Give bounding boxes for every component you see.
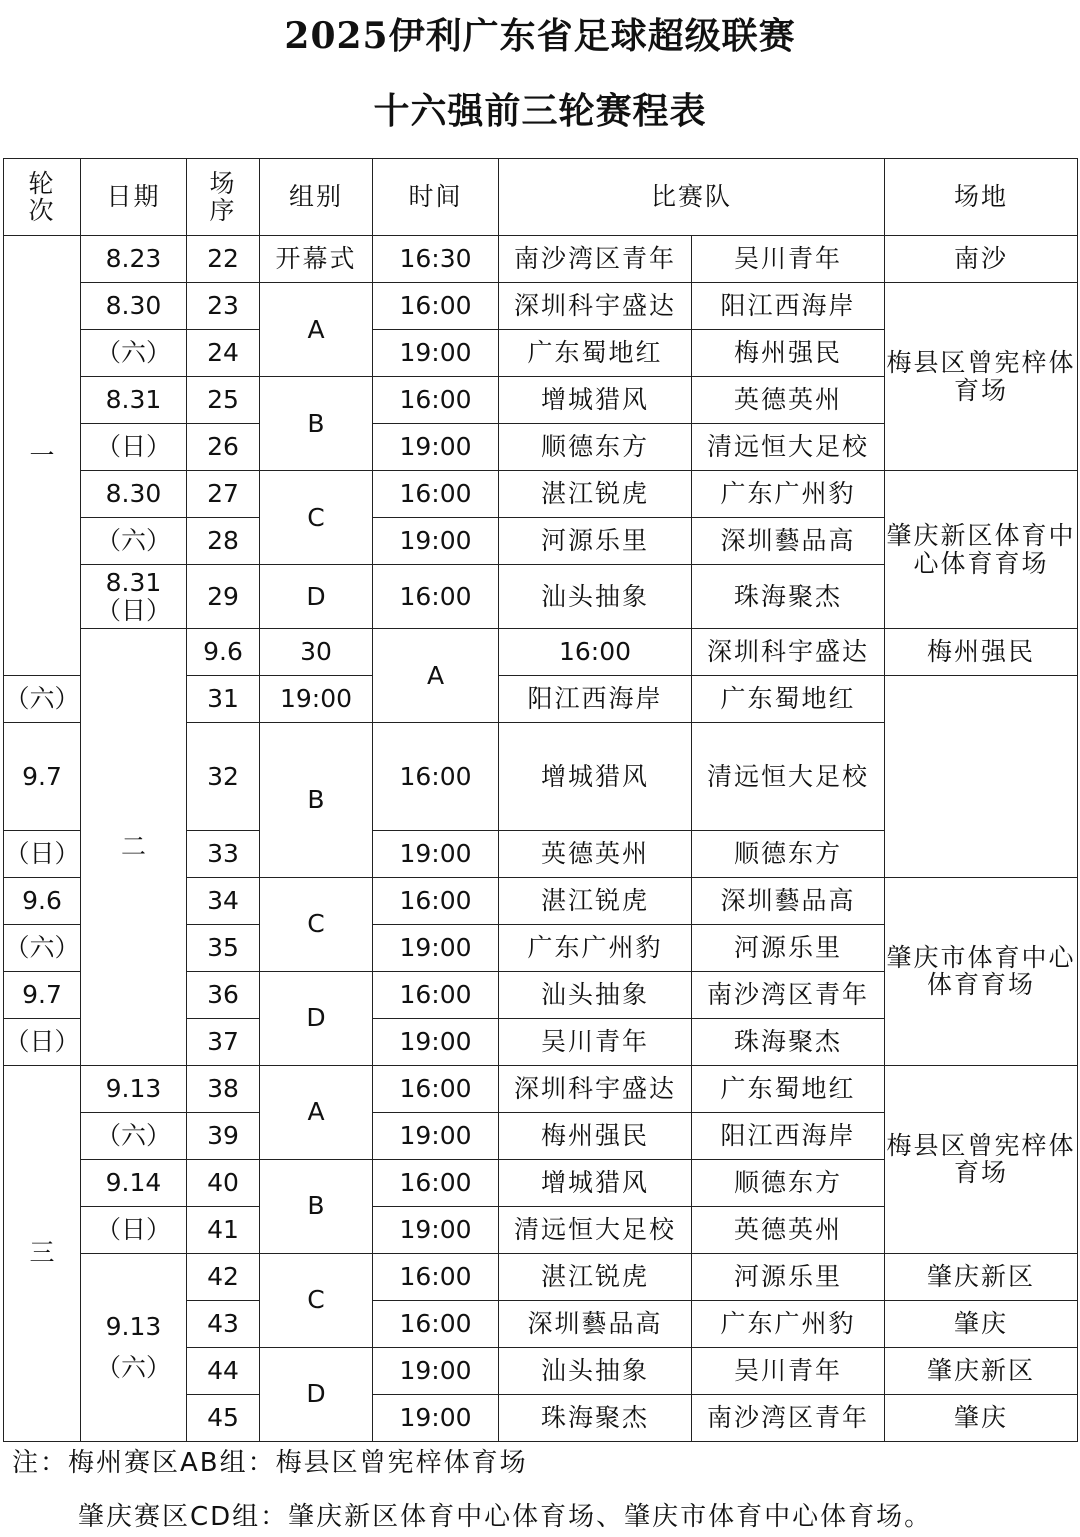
match-no: 41 xyxy=(187,1206,260,1253)
venue-cell: 梅县区曾宪梓体育场 xyxy=(885,283,1078,471)
venue-cell: 肇庆 xyxy=(885,1394,1078,1441)
home-team: 清远恒大足校 xyxy=(499,1206,692,1253)
time-cell: 16:30 xyxy=(373,236,499,283)
date-cell: 9.7 xyxy=(4,971,81,1018)
group-cell: A xyxy=(260,283,373,377)
time-cell: 19:00 xyxy=(373,924,499,971)
venue-cell: 肇庆新区 xyxy=(885,1253,1078,1300)
note-line-2: 肇庆赛区CD组：肇庆新区体育中心体育场、肇庆市体育中心体育场。 xyxy=(78,1502,933,1532)
table-row xyxy=(4,1253,1078,1300)
home-team: 顺德东方 xyxy=(499,424,692,471)
time-cell: 16:00 xyxy=(373,283,499,330)
away-team: 深圳藝品高 xyxy=(692,877,885,924)
away-team: 南沙湾区青年 xyxy=(692,971,885,1018)
time-cell: 19:00 xyxy=(373,1112,499,1159)
header-round: 轮 次 xyxy=(4,159,81,236)
time-cell: 19:00 xyxy=(373,830,499,877)
group-cell: D xyxy=(260,1347,373,1441)
home-team: 英德英州 xyxy=(499,830,692,877)
home-team: 广东蜀地红 xyxy=(499,330,692,377)
time-cell: 19:00 xyxy=(373,1206,499,1253)
match-no: 22 xyxy=(187,236,260,283)
table-row xyxy=(4,471,1078,518)
group-cell: D xyxy=(260,565,373,629)
home-team: 汕头抽象 xyxy=(499,1347,692,1394)
date-cell: 8.31 xyxy=(81,377,187,424)
table-row xyxy=(4,1065,1078,1112)
time-cell: 19:00 xyxy=(373,1347,499,1394)
away-team: 珠海聚杰 xyxy=(692,1018,885,1065)
away-team: 阳江西海岸 xyxy=(692,283,885,330)
header-time: 时间 xyxy=(373,159,499,236)
away-team: 吴川青年 xyxy=(692,236,885,283)
table-row xyxy=(4,283,1078,330)
match-no: 40 xyxy=(187,1159,260,1206)
home-team: 湛江锐虎 xyxy=(499,471,692,518)
venue-cell: 肇庆新区体育中心体育育场 xyxy=(885,471,1078,629)
match-no: 29 xyxy=(187,565,260,629)
match-no: 33 xyxy=(187,830,260,877)
document-subtitle: 十六强前三轮赛程表 xyxy=(373,90,707,132)
venue-cell: 梅县区曾宪梓体育场 xyxy=(885,1065,1078,1253)
away-team: 英德英州 xyxy=(692,377,885,424)
header-group: 组别 xyxy=(260,159,373,236)
match-no: 36 xyxy=(187,971,260,1018)
match-no: 42 xyxy=(187,1253,260,1300)
match-no: 32 xyxy=(187,723,260,831)
home-team: 河源乐里 xyxy=(499,518,692,565)
home-team: 深圳科宇盛达 xyxy=(499,283,692,330)
time-cell: 19:00 xyxy=(373,518,499,565)
away-team: 顺德东方 xyxy=(692,830,885,877)
venue-cell: 肇庆 xyxy=(885,1300,1078,1347)
time-cell: 19:00 xyxy=(260,676,373,723)
group-cell: D xyxy=(260,971,373,1065)
away-team: 顺德东方 xyxy=(692,1159,885,1206)
time-cell: 16:00 xyxy=(373,1159,499,1206)
venue-cell: 南沙 xyxy=(885,236,1078,283)
group-cell: C xyxy=(260,877,373,971)
group-cell: A xyxy=(260,1065,373,1159)
time-cell: 19:00 xyxy=(373,424,499,471)
group-cell: B xyxy=(260,723,373,878)
home-team: 湛江锐虎 xyxy=(499,1253,692,1300)
group-cell: B xyxy=(260,1159,373,1253)
date-cell: 9.13 xyxy=(81,1065,187,1112)
home-team: 深圳科宇盛达 xyxy=(499,1065,692,1112)
home-team: 广东广州豹 xyxy=(499,924,692,971)
time-cell: 16:00 xyxy=(373,1300,499,1347)
away-team: 广东蜀地红 xyxy=(692,676,885,723)
time-cell: 16:00 xyxy=(373,723,499,831)
venue-cell: 肇庆市体育中心体育育场 xyxy=(885,877,1078,1065)
away-team: 深圳藝品高 xyxy=(692,518,885,565)
header-date: 日期 xyxy=(81,159,187,236)
date-cell: 9.6 xyxy=(187,629,260,676)
round-cell: 二 xyxy=(81,629,187,1066)
match-no: 35 xyxy=(187,924,260,971)
date-cell: 8.31 （日） xyxy=(81,565,187,629)
header-teams: 比赛队 xyxy=(499,159,885,236)
header-match-no: 场 序 xyxy=(187,159,260,236)
note-line-1: 注：梅州赛区AB组：梅县区曾宪梓体育场 xyxy=(12,1448,528,1478)
time-cell: 16:00 xyxy=(499,629,692,676)
group-cell: B xyxy=(260,377,373,471)
time-cell: 16:00 xyxy=(373,377,499,424)
match-no: 43 xyxy=(187,1300,260,1347)
group-cell: C xyxy=(260,1253,373,1347)
match-no: 30 xyxy=(260,629,373,676)
document-title: 2025伊利广东省足球超级联赛 xyxy=(284,15,796,57)
home-team: 湛江锐虎 xyxy=(499,877,692,924)
date-cell: 9.13 （六） xyxy=(81,1253,187,1441)
home-team: 增城猎风 xyxy=(499,377,692,424)
round-cell: 一 xyxy=(4,236,81,676)
away-team: 清远恒大足校 xyxy=(692,424,885,471)
time-cell: 16:00 xyxy=(373,471,499,518)
match-no: 25 xyxy=(187,377,260,424)
away-team: 梅州强民 xyxy=(692,330,885,377)
match-no: 31 xyxy=(187,676,260,723)
home-team: 增城猎风 xyxy=(499,1159,692,1206)
match-no: 45 xyxy=(187,1394,260,1441)
away-team: 吴川青年 xyxy=(692,1347,885,1394)
match-no: 26 xyxy=(187,424,260,471)
time-cell: 16:00 xyxy=(373,1065,499,1112)
table-row xyxy=(4,236,1078,283)
away-team: 河源乐里 xyxy=(692,1253,885,1300)
home-team: 汕头抽象 xyxy=(499,971,692,1018)
away-team: 梅州强民 xyxy=(885,629,1078,676)
date-cell: 9.6 xyxy=(4,877,81,924)
time-cell: 16:00 xyxy=(373,877,499,924)
match-no: 44 xyxy=(187,1347,260,1394)
home-team: 深圳科宇盛达 xyxy=(692,629,885,676)
time-cell: 19:00 xyxy=(373,1394,499,1441)
date-cell: 8.30 xyxy=(81,471,187,518)
date-cell: （日） xyxy=(4,830,81,877)
home-team: 吴川青年 xyxy=(499,1018,692,1065)
table-row xyxy=(4,629,1078,676)
away-team: 南沙湾区青年 xyxy=(692,1394,885,1441)
away-team: 珠海聚杰 xyxy=(692,565,885,629)
date-cell: （六） xyxy=(4,676,81,723)
match-no: 24 xyxy=(187,330,260,377)
time-cell: 19:00 xyxy=(373,1018,499,1065)
header-venue: 场地 xyxy=(885,159,1078,236)
date-cell: 9.7 xyxy=(4,723,81,831)
home-team: 南沙湾区青年 xyxy=(499,236,692,283)
match-no: 39 xyxy=(187,1112,260,1159)
home-team: 珠海聚杰 xyxy=(499,1394,692,1441)
time-cell: 16:00 xyxy=(373,971,499,1018)
home-team: 汕头抽象 xyxy=(499,565,692,629)
date-cell: （日） xyxy=(81,1206,187,1253)
time-cell: 16:00 xyxy=(373,565,499,629)
date-cell: （日） xyxy=(4,1018,81,1065)
home-team: 阳江西海岸 xyxy=(499,676,692,723)
group-cell: C xyxy=(260,471,373,565)
match-no: 37 xyxy=(187,1018,260,1065)
away-team: 河源乐里 xyxy=(692,924,885,971)
header-row xyxy=(4,159,1078,236)
match-no: 23 xyxy=(187,283,260,330)
away-team: 广东广州豹 xyxy=(692,471,885,518)
date-cell: 9.14 xyxy=(81,1159,187,1206)
date-cell: （六） xyxy=(81,518,187,565)
home-team: 深圳藝品高 xyxy=(499,1300,692,1347)
date-cell: （日） xyxy=(81,424,187,471)
group-cell: A xyxy=(373,629,499,723)
date-cell: 8.23 xyxy=(81,236,187,283)
date-cell: （六） xyxy=(81,1112,187,1159)
time-cell: 16:00 xyxy=(373,1253,499,1300)
group-cell: 开幕式 xyxy=(260,236,373,283)
away-team: 清远恒大足校 xyxy=(692,723,885,831)
match-no: 27 xyxy=(187,471,260,518)
away-team: 英德英州 xyxy=(692,1206,885,1253)
away-team: 阳江西海岸 xyxy=(692,1112,885,1159)
schedule-table xyxy=(3,158,1078,1442)
date-cell: （六） xyxy=(81,330,187,377)
time-cell: 19:00 xyxy=(373,330,499,377)
match-no: 38 xyxy=(187,1065,260,1112)
round-cell: 三 xyxy=(4,1065,81,1441)
home-team: 增城猎风 xyxy=(499,723,692,831)
match-no: 34 xyxy=(187,877,260,924)
away-team: 广东广州豹 xyxy=(692,1300,885,1347)
venue-cell: 肇庆新区 xyxy=(885,1347,1078,1394)
date-cell: （六） xyxy=(4,924,81,971)
home-team: 梅州强民 xyxy=(499,1112,692,1159)
away-team: 广东蜀地红 xyxy=(692,1065,885,1112)
date-cell: 8.30 xyxy=(81,283,187,330)
match-no: 28 xyxy=(187,518,260,565)
